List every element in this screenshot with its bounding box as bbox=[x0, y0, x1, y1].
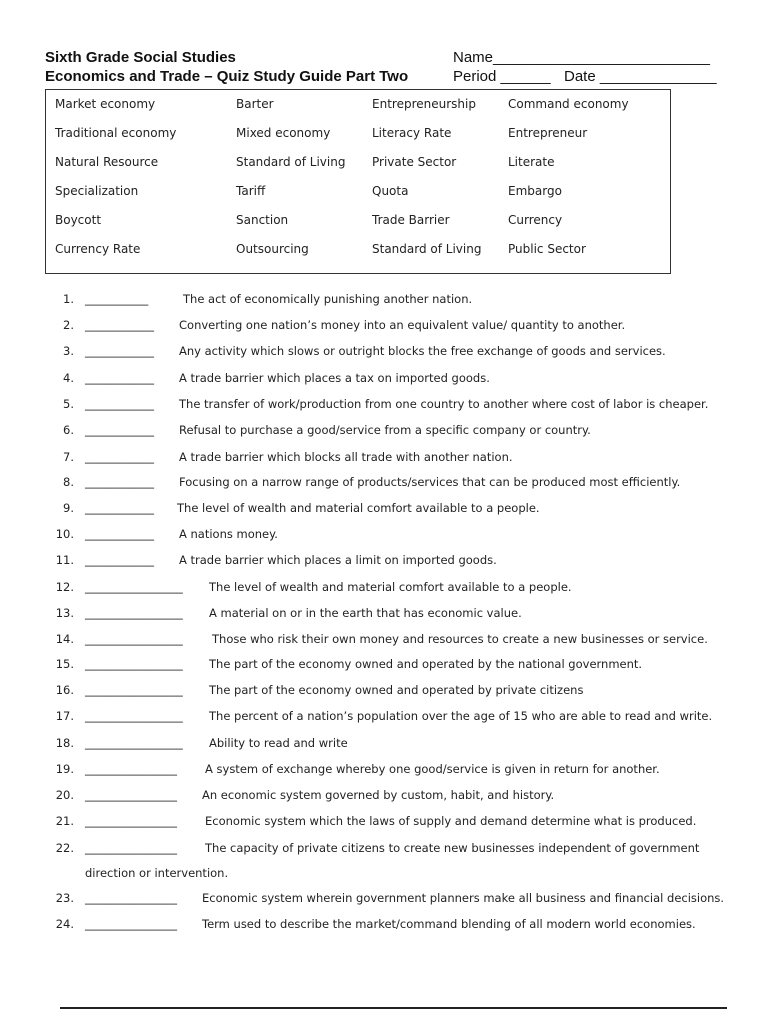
name-field[interactable]: Name__________________________ bbox=[453, 49, 710, 66]
question-number: 11. bbox=[55, 553, 74, 567]
question-text: Those who risk their own money and resources to create a new businesses or service. bbox=[212, 632, 708, 646]
question-item bbox=[0, 450, 770, 470]
question-number: 15. bbox=[55, 657, 74, 671]
word-bank-term: Embargo bbox=[508, 184, 562, 198]
answer-blank[interactable]: _________________ bbox=[85, 632, 183, 646]
question-number: 13. bbox=[55, 606, 74, 620]
question-text: Ability to read and write bbox=[209, 736, 348, 750]
question-item bbox=[0, 344, 770, 364]
word-bank-term: Specialization bbox=[55, 184, 139, 198]
answer-blank[interactable]: ____________ bbox=[85, 553, 154, 567]
answer-blank[interactable]: ____________ bbox=[85, 450, 154, 464]
question-number: 3. bbox=[63, 344, 74, 358]
word-bank-term: Currency Rate bbox=[55, 242, 141, 256]
answer-blank[interactable]: _________________ bbox=[85, 657, 183, 671]
question-number: 21. bbox=[55, 814, 74, 828]
question-number: 14. bbox=[55, 632, 74, 646]
question-number: 7. bbox=[63, 450, 74, 464]
question-item bbox=[0, 318, 770, 338]
question-number: 8. bbox=[63, 475, 74, 489]
question-text-continued: direction or intervention. bbox=[85, 866, 229, 880]
question-item bbox=[0, 788, 770, 808]
question-item bbox=[0, 527, 770, 547]
question-item bbox=[0, 841, 770, 861]
question-number: 20. bbox=[55, 788, 74, 802]
course-title: Sixth Grade Social Studies bbox=[45, 49, 236, 66]
answer-blank[interactable]: ________________ bbox=[85, 917, 177, 931]
question-item bbox=[0, 553, 770, 573]
answer-blank[interactable]: ________________ bbox=[85, 814, 177, 828]
word-bank-term: Market economy bbox=[55, 97, 156, 111]
question-item bbox=[0, 814, 770, 834]
word-bank-term: Outsourcing bbox=[236, 242, 309, 256]
answer-blank[interactable]: ________________ bbox=[85, 841, 177, 855]
answer-blank[interactable]: ________________ bbox=[85, 762, 177, 776]
question-text: A trade barrier which blocks all trade with another nation. bbox=[179, 450, 513, 464]
question-number: 16. bbox=[55, 683, 74, 697]
word-bank-term: Standard of Living bbox=[236, 155, 346, 169]
word-bank-term: Literate bbox=[508, 155, 555, 169]
question-item bbox=[0, 736, 770, 756]
word-bank-term: Mixed economy bbox=[236, 126, 331, 140]
question-text: The part of the economy owned and operated by private citizens bbox=[209, 683, 584, 697]
answer-blank[interactable]: ____________ bbox=[85, 397, 154, 411]
answer-blank[interactable]: _________________ bbox=[85, 606, 183, 620]
question-text: A trade barrier which places a tax on imported goods. bbox=[179, 371, 490, 385]
question-item bbox=[0, 683, 770, 703]
question-item bbox=[0, 891, 770, 911]
word-bank-term: Natural Resource bbox=[55, 155, 159, 169]
question-number: 22. bbox=[55, 841, 74, 855]
answer-blank[interactable]: _________________ bbox=[85, 580, 183, 594]
answer-blank[interactable]: _________________ bbox=[85, 683, 183, 697]
question-text: Converting one nation’s money into an equivalent value/ quantity to another. bbox=[179, 318, 626, 332]
question-text: Focusing on a narrow range of products/services that can be produced most efficiently. bbox=[179, 475, 681, 489]
word-bank-term: Public Sector bbox=[508, 242, 586, 256]
question-number: 4. bbox=[63, 371, 74, 385]
answer-blank[interactable]: ________________ bbox=[85, 788, 177, 802]
question-text: The level of wealth and material comfort available to a people. bbox=[177, 501, 540, 515]
footer-rule bbox=[60, 1007, 727, 1009]
word-bank-term: Barter bbox=[236, 97, 274, 111]
question-item bbox=[0, 632, 770, 652]
word-bank-term: Private Sector bbox=[372, 155, 457, 169]
question-text: Refusal to purchase a good/service from a specific company or country. bbox=[179, 423, 591, 437]
page-title: Economics and Trade – Quiz Study Guide Part Two bbox=[45, 68, 409, 85]
answer-blank[interactable]: ____________ bbox=[85, 527, 154, 541]
question-text: A nations money. bbox=[179, 527, 278, 541]
question-item bbox=[0, 397, 770, 417]
question-item bbox=[0, 580, 770, 600]
word-bank-term: Literacy Rate bbox=[372, 126, 452, 140]
word-bank-term: Currency bbox=[508, 213, 563, 227]
question-number: 1. bbox=[63, 292, 74, 306]
answer-blank[interactable]: ____________ bbox=[85, 501, 154, 515]
question-text: The level of wealth and material comfort available to a people. bbox=[209, 580, 572, 594]
word-bank-term: Quota bbox=[372, 184, 409, 198]
question-text: A trade barrier which places a limit on imported goods. bbox=[179, 553, 497, 567]
word-bank-term: Boycott bbox=[55, 213, 102, 227]
question-item bbox=[0, 762, 770, 782]
question-number: 12. bbox=[55, 580, 74, 594]
word-bank-term: Sanction bbox=[236, 213, 289, 227]
word-bank-term: Tariff bbox=[236, 184, 266, 198]
answer-blank[interactable]: ____________ bbox=[85, 475, 154, 489]
question-text: Economic system which the laws of supply and demand determine what is produced. bbox=[205, 814, 697, 828]
question-number: 6. bbox=[63, 423, 74, 437]
question-item bbox=[0, 606, 770, 626]
period-field[interactable]: Period ______ bbox=[453, 68, 551, 85]
question-item bbox=[0, 292, 770, 312]
question-text: The capacity of private citizens to create new businesses independent of government bbox=[205, 841, 700, 855]
answer-blank[interactable]: ________________ bbox=[85, 891, 177, 905]
word-bank-term: Traditional economy bbox=[55, 126, 177, 140]
question-number: 19. bbox=[55, 762, 74, 776]
question-text: Term used to describe the market/command blending of all modern world economies. bbox=[202, 917, 696, 931]
word-bank-term: Entrepreneur bbox=[508, 126, 588, 140]
question-number: 10. bbox=[55, 527, 74, 541]
question-item bbox=[0, 501, 770, 521]
question-number: 23. bbox=[55, 891, 74, 905]
question-text: A system of exchange whereby one good/service is given in return for another. bbox=[205, 762, 660, 776]
answer-blank[interactable]: _________________ bbox=[85, 709, 183, 723]
question-number: 17. bbox=[55, 709, 74, 723]
question-item bbox=[0, 475, 770, 495]
answer-blank[interactable]: ____________ bbox=[85, 344, 154, 358]
word-bank-term: Trade Barrier bbox=[372, 213, 450, 227]
question-number: 2. bbox=[63, 318, 74, 332]
question-text: The part of the economy owned and operated by the national government. bbox=[209, 657, 643, 671]
question-number: 5. bbox=[63, 397, 74, 411]
question-item bbox=[0, 371, 770, 391]
word-bank-term: Standard of Living bbox=[372, 242, 482, 256]
question-number: 9. bbox=[63, 501, 74, 515]
question-text: Any activity which slows or outright blocks the free exchange of goods and services. bbox=[179, 344, 666, 358]
question-number: 24. bbox=[55, 917, 74, 931]
question-text: The percent of a nation’s population over the age of 15 who are able to read and write. bbox=[209, 709, 713, 723]
question-text: A material on or in the earth that has economic value. bbox=[209, 606, 522, 620]
question-item bbox=[0, 423, 770, 443]
question-text: Economic system wherein government planners make all business and financial decisions. bbox=[202, 891, 725, 905]
question-item bbox=[0, 657, 770, 677]
answer-blank[interactable]: ___________ bbox=[85, 292, 149, 306]
question-number: 18. bbox=[55, 736, 74, 750]
question-item bbox=[0, 709, 770, 729]
word-bank-term: Command economy bbox=[508, 97, 629, 111]
date-field[interactable]: Date ______________ bbox=[564, 68, 717, 85]
word-bank-term: Entrepreneurship bbox=[372, 97, 476, 111]
answer-blank[interactable]: ____________ bbox=[85, 318, 154, 332]
question-text: The act of economically punishing another nation. bbox=[183, 292, 473, 306]
answer-blank[interactable]: _________________ bbox=[85, 736, 183, 750]
question-text: The transfer of work/production from one country to another where cost of labor is cheaper. bbox=[179, 397, 709, 411]
answer-blank[interactable]: ____________ bbox=[85, 371, 154, 385]
question-text: An economic system governed by custom, habit, and history. bbox=[202, 788, 555, 802]
question-item bbox=[0, 917, 770, 937]
answer-blank[interactable]: ____________ bbox=[85, 423, 154, 437]
